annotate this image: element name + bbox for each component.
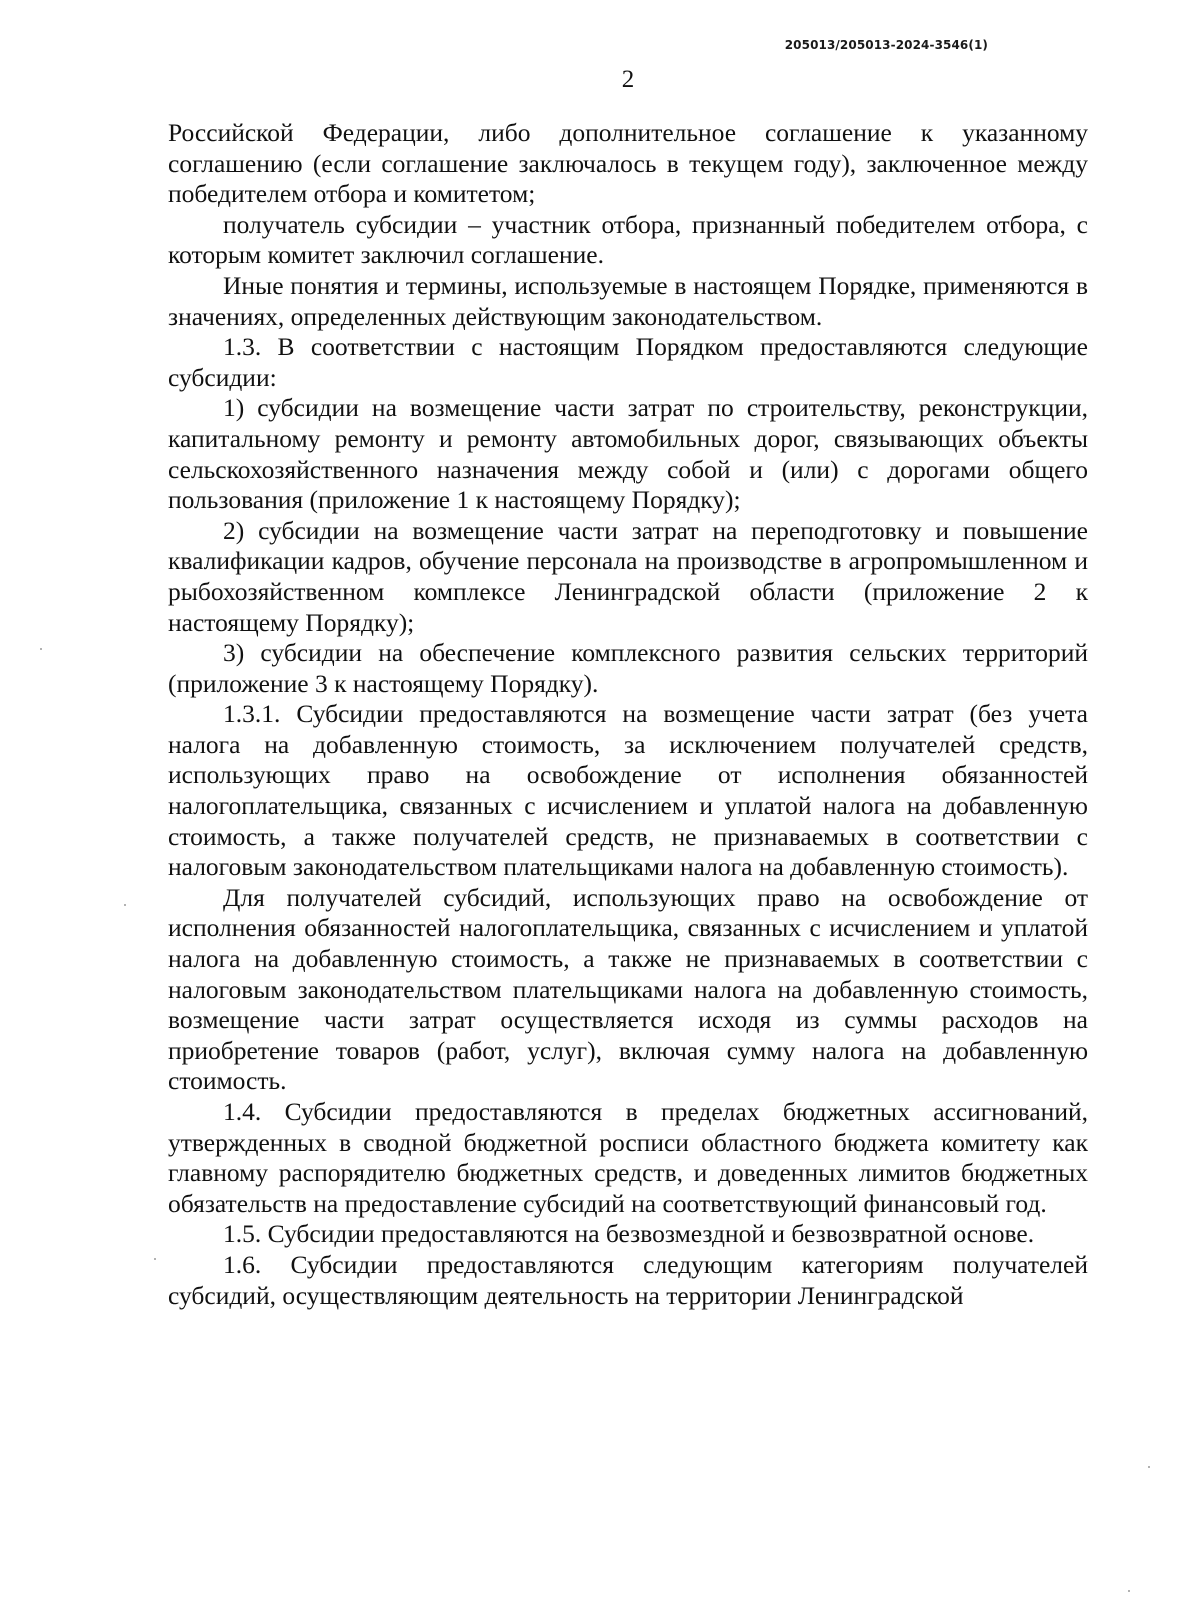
paragraph-continuation: Российской Федерации, либо дополнительное соглашение к указанному соглашению (если соглашение заключалось в текущем году), заключенное между победителем отбора и комитетом; bbox=[168, 118, 1088, 209]
paragraph-other-terms: Иные понятия и термины, используемые в настоящем Порядке, применяются в значениях, определенных действующим законодательством. bbox=[168, 270, 1088, 331]
paragraph-1-4: 1.4. Субсидии предоставляются в пределах бюджетных ассигнований, утвержденных в сводной бюджетной росписи областного бюджета комитету как главному распорядителю бюджетных средств, и доведенных лимитов бюджетных обязательств на предоставление субсидий на соответствующий финансовый год. bbox=[168, 1097, 1088, 1218]
scan-speck bbox=[124, 904, 126, 906]
list-item-2: 2) субсидии на возмещение части затрат на переподготовку и повышение квалификации кадров, обучение персонала на производстве в агропромышленном и рыбохозяйственном комплексе Ленинградской области (приложение 2 к настоящему Порядку); bbox=[168, 515, 1088, 637]
scan-speck bbox=[1128, 1590, 1130, 1592]
scan-speck bbox=[1148, 1466, 1150, 1468]
list-item-1: 1) субсидии на возмещение части затрат по строительству, реконструкции, капитальному ремонту и ремонту автомобильных дорог, связывающих объекты сельскохозяйственного назначения между собой и (или) с дорогами общего пользования (приложение 1 к настоящему Порядку); bbox=[168, 393, 1088, 515]
list-item-3: 3) субсидии на обеспечение комплексного развития сельских территорий (приложение 3 к настоящему Порядку). bbox=[168, 638, 1088, 698]
paragraph-1-3: 1.3. В соответствии с настоящим Порядком предоставляются следующие субсидии: bbox=[168, 332, 1088, 392]
paragraph-definition-recipient: получатель субсидии – участник отбора, признанный победителем отбора, с которым комитет заключил соглашение. bbox=[168, 209, 1088, 270]
paragraph-vat-exempt: Для получателей субсидий, использующих право на освобождение от исполнения обязанностей налогоплательщика, связанных с исчислением и уплатой налога на добавленную стоимость, а также не признаваемых в соответствии с налоговым законодательством плательщиками налога на добавленную стоимость, возмещение части затрат осуществляется исходя из суммы расходов на приобретение товаров (работ, услуг), включая сумму налога на добавленную стоимость. bbox=[168, 882, 1088, 1096]
document-body bbox=[168, 118, 1088, 1311]
page-number: 2 bbox=[621, 66, 635, 93]
paragraph-1-5: 1.5. Субсидии предоставляются на безвозмездной и безвозвратной основе. bbox=[223, 1219, 1035, 1249]
scan-speck bbox=[154, 1258, 156, 1260]
scan-speck bbox=[40, 648, 42, 650]
paragraph-1-6: 1.6. Субсидии предоставляются следующим категориям получателей субсидий, осуществляющим деятельность на территории Ленинградской bbox=[168, 1249, 1088, 1310]
paragraph-1-3-1: 1.3.1. Субсидии предоставляются на возмещение части затрат (без учета налога на добавленную стоимость, за исключением получателей средств, использующих право на освобождение от исполнения обязанностей налогоплательщика, связанных с исчислением и уплатой налога на добавленную стоимость, а также получателей средств, не признаваемых в соответствии с налоговым законодательством плательщиками налога на добавленную стоимость). bbox=[168, 699, 1088, 882]
document-id: 205013/205013-2024-3546(1) bbox=[784, 38, 988, 52]
